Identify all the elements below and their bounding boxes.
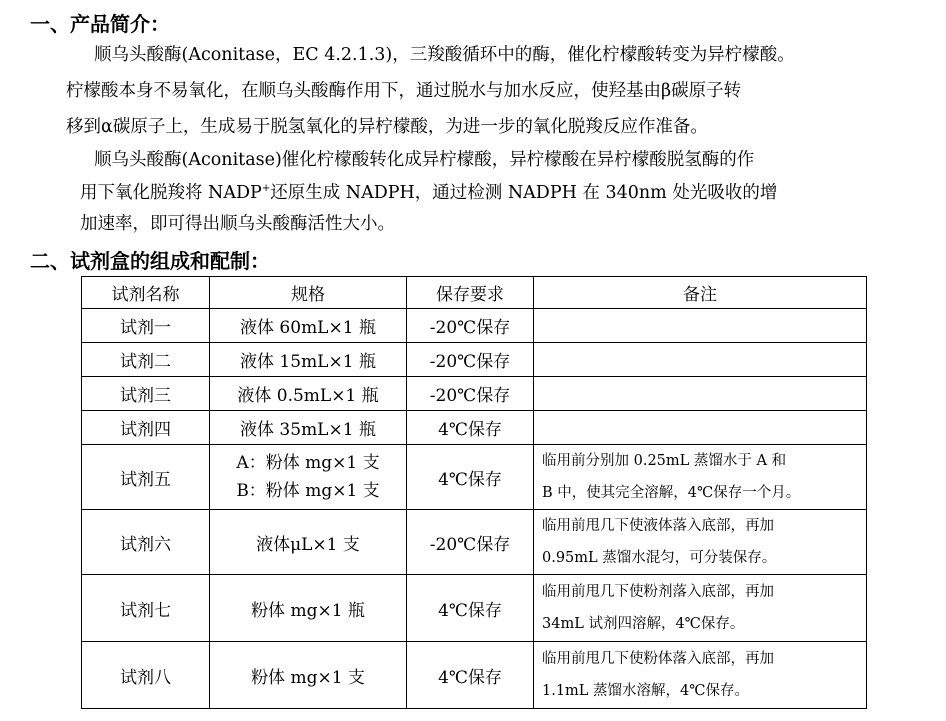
reagent-storage: 4℃保存 [407, 642, 534, 709]
reagent-note [534, 642, 867, 709]
reagent-spec: 液体 15mL×1 瓶 [210, 343, 407, 377]
header-storage: 保存要求 [407, 277, 534, 309]
reagent-note [534, 411, 867, 445]
reagent-note [534, 575, 867, 642]
header-spec: 规格 [210, 277, 407, 309]
table-header-row [82, 277, 867, 309]
text-line [80, 181, 777, 205]
reagent-name: 试剂四 [82, 411, 210, 445]
section2-heading: 二、试剂盒的组成和配制： [30, 249, 270, 273]
text-line: 加速率，即可得出顺乌头酸酶活性大小。 [80, 214, 395, 234]
reagent-storage: -20℃保存 [407, 309, 534, 343]
note-line: B 中，使其完全溶解，4℃保存一个月。 [542, 485, 801, 501]
reagent-storage: -20℃保存 [407, 343, 534, 377]
reagent-name: 试剂六 [82, 510, 210, 575]
reagent-note [534, 510, 867, 575]
text-line: 顺乌头酸酶(Aconitase)催化柠檬酸转化成异柠檬酸，异柠檬酸在异柠檬酸脱氢酶的作 [94, 150, 755, 170]
reagent-name: 试剂一 [82, 309, 210, 343]
note-line: 临用前甩几下使粉体落入底部，再加 [542, 651, 774, 667]
note-line: 0.95mL 蒸馏水混匀，可分装保存。 [542, 550, 777, 566]
table-row [82, 642, 867, 709]
reagent-spec: 粉体 mg×1 瓶 [210, 575, 407, 642]
note-line: 临用前甩几下使液体落入底部，再加 [542, 518, 774, 534]
reagent-spec: 粉体 mg×1 支 [210, 642, 407, 709]
table-row [82, 510, 867, 575]
reagent-note [534, 309, 867, 343]
reagent-storage: 4℃保存 [407, 445, 534, 510]
reagent-storage: -20℃保存 [407, 377, 534, 411]
table-row [82, 343, 867, 377]
reagent-name: 试剂五 [82, 445, 210, 510]
table-row [82, 411, 867, 445]
spec-part-a: A：粉体 mg×1 支 [236, 453, 380, 473]
table-row [82, 575, 867, 642]
note-line: 临用前分别加 0.25mL 蒸馏水于 A 和 [542, 453, 787, 469]
note-line: 34mL 试剂四溶解，4℃保存。 [542, 616, 745, 632]
note-line: 临用前甩几下使粉剂落入底部，再加 [542, 584, 774, 600]
note-line: 1.1mL 蒸馏水溶解，4℃保存。 [542, 683, 749, 699]
reagent-name: 试剂三 [82, 377, 210, 411]
text-line: 移到α碳原子上，生成易于脱氢氧化的异柠檬酸，为进一步的氧化脱羧反应作准备。 [66, 117, 708, 137]
table-row [82, 309, 867, 343]
reagent-spec: 液体 35mL×1 瓶 [210, 411, 407, 445]
text-segment: 还原生成 NADPH，通过检测 NADPH 在 340nm 处光吸收的增 [270, 183, 778, 203]
reagent-storage: -20℃保存 [407, 510, 534, 575]
header-note: 备注 [534, 277, 867, 309]
superscript-plus: + [261, 183, 271, 194]
section1-heading: 一、产品简介： [30, 12, 170, 36]
reagent-spec: 液体 0.5mL×1 瓶 [210, 377, 407, 411]
text-line: 柠檬酸本身不易氧化，在顺乌头酸酶作用下，通过脱水与加水反应，使羟基由β碳原子转 [66, 81, 742, 101]
header-name: 试剂名称 [82, 277, 210, 309]
reagent-name: 试剂八 [82, 642, 210, 709]
text-segment: 用下氧化脱羧将 NADP [80, 183, 262, 203]
reagent-note [534, 445, 867, 510]
reagent-spec: 液体 60mL×1 瓶 [210, 309, 407, 343]
reagent-storage: 4℃保存 [407, 411, 534, 445]
table-row [82, 445, 867, 510]
reagent-storage: 4℃保存 [407, 575, 534, 642]
reagent-table [81, 276, 867, 709]
reagent-note [534, 377, 867, 411]
reagent-spec [210, 445, 407, 510]
reagent-spec: 液体μL×1 支 [210, 510, 407, 575]
spec-part-b: B：粉体 mg×1 支 [236, 481, 380, 501]
table-row [82, 377, 867, 411]
reagent-name: 试剂七 [82, 575, 210, 642]
text-line: 顺乌头酸酶(Aconitase，EC 4.2.1.3)，三羧酸循环中的酶，催化柠檬酸转变为异柠檬酸。 [94, 45, 795, 65]
reagent-name: 试剂二 [82, 343, 210, 377]
reagent-note [534, 343, 867, 377]
